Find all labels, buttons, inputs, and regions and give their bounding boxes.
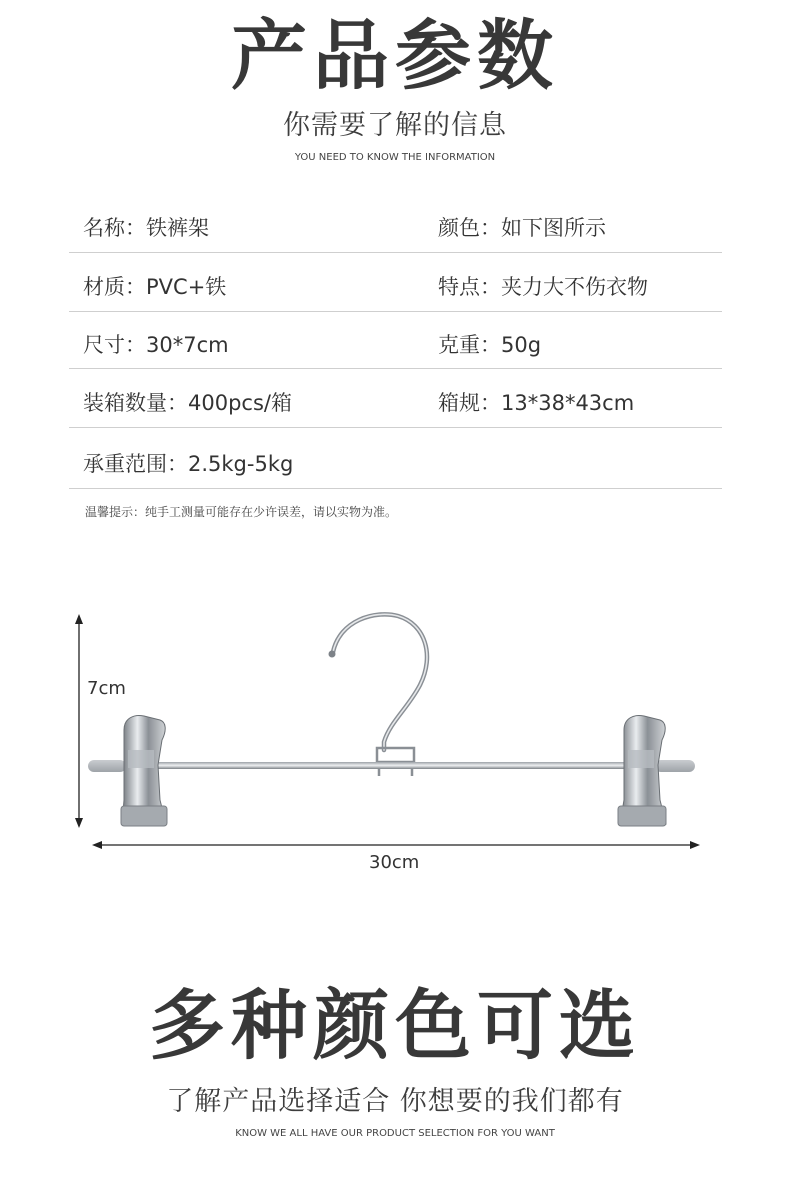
- colors-subtitle-en: KNOW WE ALL HAVE OUR PRODUCT SELECTION FOR YOU WANT: [235, 1128, 555, 1139]
- height-dimension-arrow: [75, 614, 83, 828]
- spec-name: 名称：铁裤架: [83, 216, 209, 240]
- page-subtitle-en: YOU NEED TO KNOW THE INFORMATION: [294, 152, 496, 163]
- spec-divider: [69, 311, 722, 312]
- height-label: 7cm: [87, 678, 126, 699]
- rod: [125, 762, 655, 769]
- right-clip: [618, 716, 666, 826]
- measurement-note: 温馨提示：纯手工测量可能存在少许误差，请以实物为准。: [85, 505, 398, 519]
- spec-color: 颜色：如下图所示: [438, 216, 606, 240]
- hanger-illustration: [0, 600, 790, 890]
- spec-divider: [69, 427, 722, 428]
- right-end-cap: [655, 760, 695, 772]
- width-dimension-arrow: [92, 841, 700, 849]
- width-label: 30cm: [369, 852, 420, 873]
- spec-divider: [69, 368, 722, 369]
- page-title: 产品参数: [231, 11, 559, 100]
- spec-material: 材质：PVC+铁: [83, 275, 227, 299]
- spec-size: 尺寸：30*7cm: [83, 333, 229, 357]
- spec-feature: 特点：夹力大不伤衣物: [438, 275, 648, 299]
- left-end-cap: [88, 760, 126, 772]
- hanger-diagram: [0, 600, 790, 890]
- left-clip: [121, 716, 167, 826]
- spec-load-range: 承重范围：2.5kg-5kg: [83, 452, 294, 476]
- spec-divider: [69, 252, 722, 253]
- colors-subtitle: 了解产品选择适合 你想要的我们都有: [166, 1086, 624, 1117]
- hook: [333, 614, 427, 750]
- colors-title: 多种颜色可选: [149, 981, 641, 1070]
- spec-weight: 克重：50g: [438, 333, 542, 357]
- page-subtitle: 你需要了解的信息: [283, 110, 507, 141]
- spec-divider: [69, 488, 722, 489]
- spec-carton-size: 箱规：13*38*43cm: [438, 391, 635, 415]
- spec-packing-qty: 装箱数量：400pcs/箱: [83, 391, 292, 415]
